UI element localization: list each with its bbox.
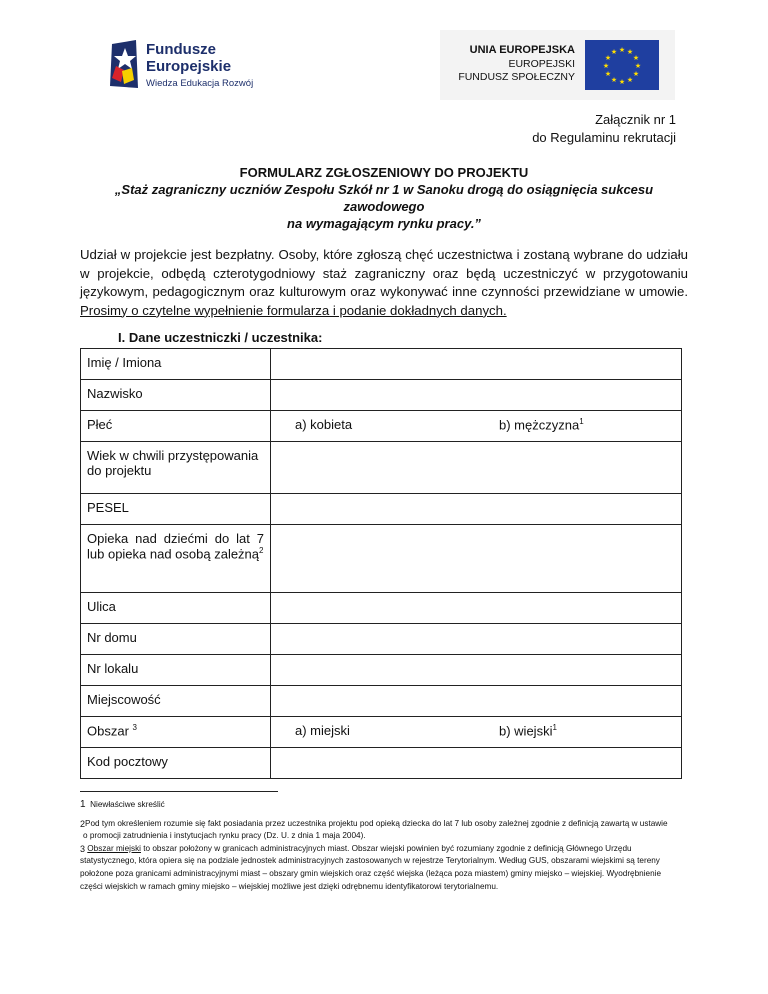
table-row — [81, 748, 682, 779]
form-title — [80, 164, 688, 232]
footnote-number: 1 — [80, 799, 86, 810]
svg-text:★: ★ — [618, 46, 626, 54]
field-plec[interactable] — [271, 411, 682, 442]
option-kobieta[interactable]: a) kobieta — [295, 417, 353, 432]
table-row — [81, 624, 682, 655]
footnote-divider — [80, 791, 278, 792]
participant-data-table — [80, 348, 682, 779]
field-obszar[interactable] — [271, 717, 682, 748]
svg-text:★: ★ — [632, 70, 640, 78]
svg-text:★: ★ — [618, 78, 626, 86]
svg-text:★: ★ — [626, 76, 634, 84]
label-obszar — [81, 717, 271, 748]
label-miejscowosc: Miejscowość — [81, 686, 271, 717]
fe-line-1: Fundusze — [146, 41, 216, 58]
label-pesel: PESEL — [81, 494, 271, 525]
table-row — [81, 411, 682, 442]
label-plec: Płeć — [81, 411, 271, 442]
footnote-number: 2 — [80, 818, 86, 829]
footnotes — [80, 799, 685, 893]
annex-note — [532, 111, 676, 147]
footnote-ref: 1 — [552, 723, 557, 732]
table-row — [81, 380, 682, 411]
table-row — [81, 442, 682, 494]
fundusze-europejskie-logo — [108, 38, 268, 94]
option-miejski[interactable]: a) miejski — [295, 723, 350, 738]
label-nr-domu: Nr domu — [81, 624, 271, 655]
project-name-line-2: na wymagającym rynku pracy.” — [287, 216, 481, 231]
label-ulica: Ulica — [81, 593, 271, 624]
form-title-main: FORMULARZ ZGŁOSZENIOWY DO PROJEKTU — [239, 165, 529, 180]
label-nr-lokalu: Nr lokalu — [81, 655, 271, 686]
field-nr-lokalu[interactable] — [271, 655, 682, 686]
svg-text:★: ★ — [604, 54, 612, 62]
label-kod-pocztowy: Kod pocztowy — [81, 748, 271, 779]
field-pesel[interactable] — [271, 494, 682, 525]
fe-star-icon — [108, 38, 142, 90]
annex-line-1: Załącznik nr 1 — [595, 112, 676, 127]
eu-flag-icon — [585, 40, 659, 90]
footnote-text: to obszar położony w granicach administracyjnych miast. Obszar wiejski powinien być rozumiany zgodnie z definicją Głównego Urzędu statystycznego, która opiera się na podziale jednostek administracyjnych zastosowanych w rejestrze Terytorialnym. Według GUS, obszarami wiejskimi są tereny położone poza granicami administracyjnymi miast – obszary gmin wiejskich oraz część wiejska (leżąca poza miastem) gminy miejsko – wiejskiej. Wyodrębnienie części wiejskich w ramach gminy miejsko – wiejskiej możliwe jest dzięki odrębnemu identyfikatorowi terytorialnemu. — [80, 843, 662, 891]
svg-text:★: ★ — [632, 54, 640, 62]
section-heading: I. Dane uczestniczki / uczestnika: — [118, 330, 323, 345]
intro-paragraph — [80, 246, 688, 320]
footnote-text: Niewłaściwe skreślić — [90, 800, 165, 809]
footnote-number: 3 — [80, 843, 86, 854]
footnote-2-cont: o promocji zatrudnienia i instytucjach rynku pracy (Dz. U. z dnia 1 maja 2004). — [83, 831, 366, 841]
intro-text: Udział w projekcie jest bezpłatny. Osoby, które zgłoszą chęć uczestnictwa i zostaną wybrane do udziału w projekcie, odbędą czterotygodniowy staż zagraniczny oraz będą uczestniczyć w przygotowaniu językowym, pedagogicznym oraz kulturowym oraz wykonywać inne czynności przewidziane w umowie. — [80, 247, 688, 299]
label-wiek: Wiek w chwili przystępowania do projektu — [81, 442, 271, 494]
label-nazwisko: Nazwisko — [81, 380, 271, 411]
field-ulica[interactable] — [271, 593, 682, 624]
svg-text:★: ★ — [610, 76, 618, 84]
option-mezczyzna-label: b) mężczyzna — [499, 417, 580, 433]
eu-title: UNIA EUROPEJSKA — [469, 44, 575, 56]
eu-subtitle-1: EUROPEJSKI — [508, 58, 575, 70]
fe-line-2: Europejskie — [146, 58, 232, 75]
intro-underlined: Prosimy o czytelne wypełnienie formularza i podanie dokładnych danych. — [80, 302, 507, 318]
footnote-2 — [80, 818, 685, 831]
table-row — [81, 349, 682, 380]
project-name-line-1: „Staż zagraniczny uczniów Zespołu Szkół nr 1 w Sanoku drogą do osiągnięcia sukcesu zawodowego — [114, 182, 654, 214]
svg-text:★: ★ — [626, 48, 634, 56]
footnote-ref: 2 — [259, 546, 264, 555]
table-row — [81, 686, 682, 717]
table-row — [81, 593, 682, 624]
table-row — [81, 525, 682, 593]
table-row — [81, 494, 682, 525]
label-opieka-text: Opieka nad dziećmi do lat 7 lub opieka nad osobą zależną — [87, 531, 264, 562]
field-miejscowosc[interactable] — [271, 686, 682, 717]
eu-logo-block — [440, 30, 675, 100]
footnote-underlined: Obszar miejski — [87, 843, 141, 853]
label-opieka — [81, 525, 271, 593]
field-opieka[interactable] — [271, 525, 682, 593]
field-wiek[interactable] — [271, 442, 682, 494]
option-wiejski[interactable] — [499, 723, 557, 738]
option-wiejski-label: b) wiejski — [499, 723, 553, 739]
footnote-3 — [80, 843, 685, 893]
svg-text:★: ★ — [602, 62, 610, 70]
field-imie[interactable] — [271, 349, 682, 380]
footnote-1 — [80, 799, 685, 812]
eu-subtitle-2: FUNDUSZ SPOŁECZNY — [458, 71, 575, 83]
option-mezczyzna[interactable] — [499, 417, 584, 432]
footnote-ref: 3 — [132, 723, 137, 732]
footnote-text: Pod tym określeniem rozumie się fakt posiadania przez uczestnika projektu pod opieką dziecka do lat 7 lub osoby zależnej zgodnie z definicją zawartą w ustawie — [85, 818, 668, 828]
label-imie: Imię / Imiona — [81, 349, 271, 380]
svg-text:★: ★ — [634, 62, 642, 70]
field-kod-pocztowy[interactable] — [271, 748, 682, 779]
field-nr-domu[interactable] — [271, 624, 682, 655]
table-row — [81, 717, 682, 748]
footnote-ref: 1 — [579, 417, 584, 426]
field-nazwisko[interactable] — [271, 380, 682, 411]
fe-line-3: Wiedza Edukacja Rozwój — [146, 78, 254, 89]
table-row — [81, 655, 682, 686]
svg-text:★: ★ — [610, 48, 618, 56]
svg-text:★: ★ — [604, 70, 612, 78]
label-obszar-text: Obszar — [87, 723, 133, 739]
annex-line-2: do Regulaminu rekrutacji — [532, 130, 676, 145]
